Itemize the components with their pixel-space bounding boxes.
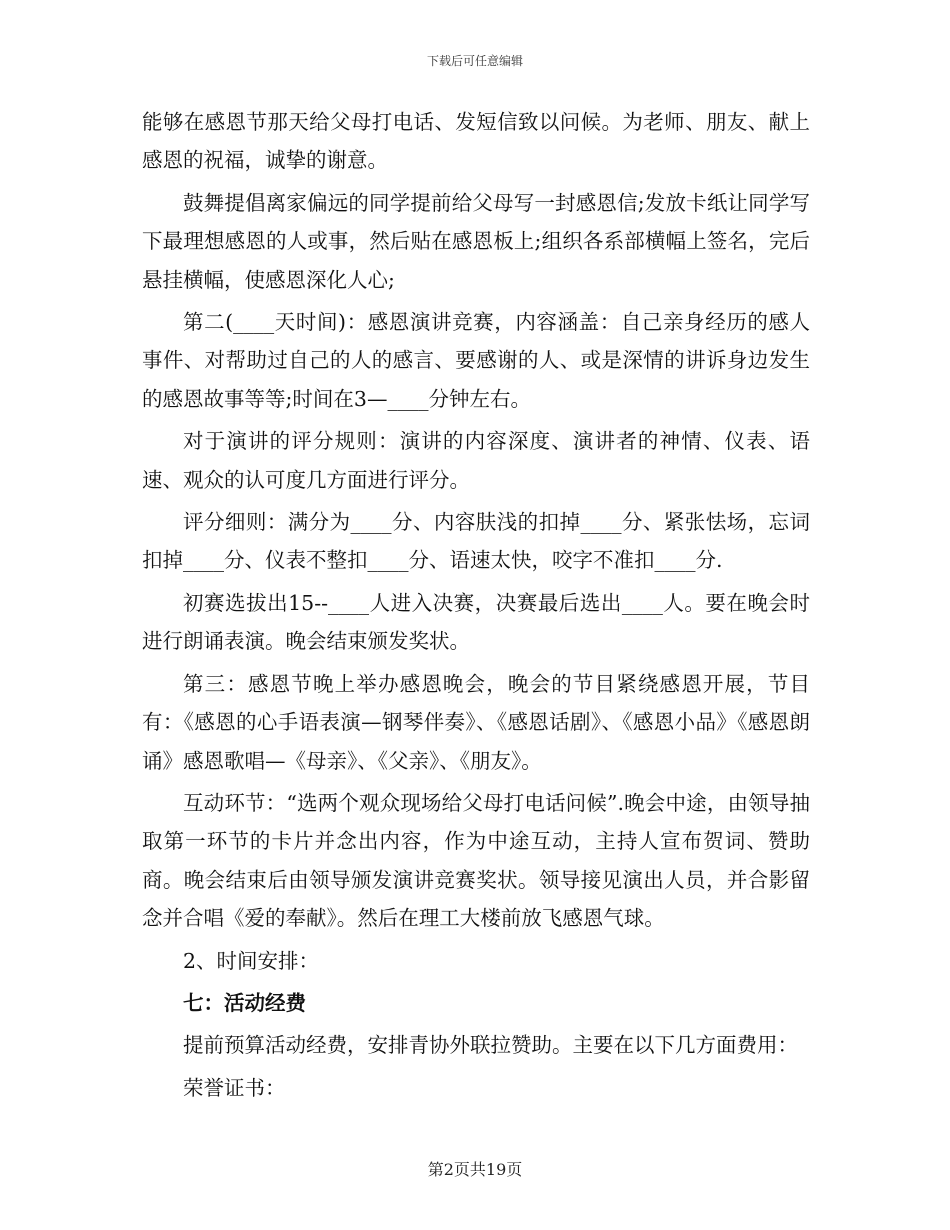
page-footer: 第2页共19页 xyxy=(427,1160,523,1179)
paragraph-speech-contest: 第二(____天时间)：感恩演讲竞赛，内容涵盖：自己亲身经历的感人事件、对帮助过自己的人的感言、要感谢的人、或是深情的讲诉身边发生的感恩故事等等;时间在3—____分钟左右。 xyxy=(142,310,810,411)
paragraph-greeting-continuation: 能够在感恩节那天给父母打电话、发短信致以问候。为老师、朋友、献上感恩的祝福，诚挚的谢意。 xyxy=(142,110,810,173)
paragraph-interaction: 互动环节：“选两个观众现场给父母打电话问候”.晚会中途，由领导抽取第一环节的卡片并念出内容，作为中途互动，主持人宣布贺词、赞助商。晚会结束后由领导颁发演讲竞赛奖状。领导接见演出人员，并合影留念并合唱《爱的奉献》。然后在理工大楼前放飞感恩气球。 xyxy=(142,790,810,931)
paragraph-gala-evening: 第三：感恩节晚上举办感恩晚会，晚会的节目紧绕感恩开展，节目有：《感恩的心手语表演—钢琴伴奏》、《感恩话剧》、《感恩小品》《感恩朗诵》感恩歌唱—《母亲》、《父亲》、《朋友》。 xyxy=(142,671,810,773)
paragraph-budget: 提前预算活动经费，安排青协外联拉赞助。主要在以下几方面费用： xyxy=(183,1033,798,1058)
document-body xyxy=(142,103,810,1107)
paragraph-certificates: 荣誉证书： xyxy=(183,1075,286,1100)
paragraph-time-schedule: 2、时间安排： xyxy=(183,948,320,973)
paragraph-scoring-details: 评分细则：满分为____分、内容肤浅的扣掉____分、紧张怯场，忘词扣掉____分、仪表不整扣____分、语速太快，咬字不准扣____分. xyxy=(142,510,810,573)
paragraph-preliminary-round: 初赛选拔出15--____人进入决赛，决赛最后选出____人。要在晚会时进行朗诵表演。晚会结束颁发奖状。 xyxy=(142,590,810,654)
section-heading-budget: 七：活动经费 xyxy=(183,990,306,1015)
page-header: 下载后可任意编辑 xyxy=(426,54,523,68)
paragraph-scoring-rules: 对于演讲的评分规则：演讲的内容深度、演讲者的神情、仪表、语速、观众的认可度几方面进行评分。 xyxy=(142,429,810,492)
paragraph-thank-you-letter: 鼓舞提倡离家偏远的同学提前给父母写一封感恩信;发放卡纸让同学写下最理想感恩的人或事，然后贴在感恩板上;组织各系部横幅上签名，完后悬挂横幅，使感恩深化人心; xyxy=(142,190,810,292)
